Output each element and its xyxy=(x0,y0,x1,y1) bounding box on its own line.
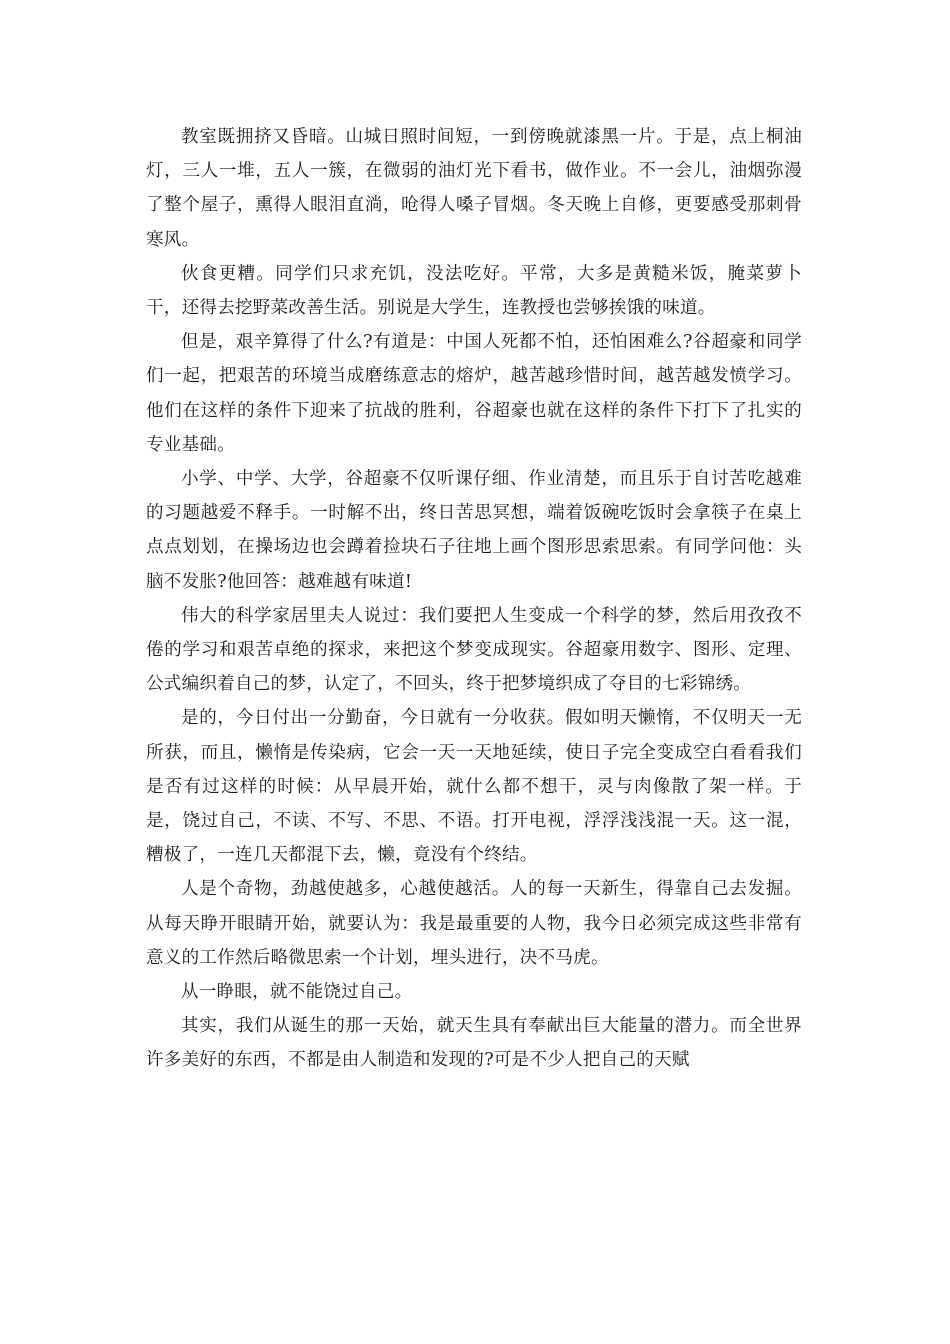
paragraph-curie: 伟大的科学家居里夫人说过：我们要把人生变成一个科学的梦，然后用孜孜不倦的学习和艰苦卓绝的探求，来把这个梦变成现实。谷超豪用数字、图形、定理、公式编织着自己的梦，认定了，不回头，终于把梦境织成了夺目的七彩锦绣。 xyxy=(146,605,802,695)
document-body xyxy=(146,120,802,1078)
paragraph-potential: 其实，我们从诞生的那一天始，就天生具有奉献出巨大能量的潜力。而全世界许多美好的东西，不都是由人制造和发现的?可是不少人把自己的天赋 xyxy=(146,1016,802,1071)
paragraph-wake: 从一睁眼，就不能饶过自己。 xyxy=(181,982,413,1003)
paragraph-classroom: 教室既拥挤又昏暗。山城日照时间短，一到傍晚就漆黑一片。于是，点上桐油灯，三人一堆，五人一簇，在微弱的油灯光下看书，做作业。不一会儿，油烟弥漫了整个屋子，熏得人眼泪直淌，呛得人嗓子冒烟。冬天晚上自修，更要感受那刺骨寒风。 xyxy=(146,127,802,250)
paragraph-hardship: 但是，艰辛算得了什么?有道是：中国人死都不怕，还怕困难么?谷超豪和同学们一起，把艰苦的环境当成磨练意志的熔炉，越苦越珍惜时间，越苦越发愤学习。他们在这样的条件下迎来了抗战的胜利，谷超豪也就在这样的条件下打下了扎实的专业基础。 xyxy=(146,332,802,455)
paragraph-study: 小学、中学、大学，谷超豪不仅听课仔细、作业清楚，而且乐于自讨苦吃越难的习题越爱不释手。一时解不出，终日苦思冥想，端着饭碗吃饭时会拿筷子在桌上点点划划，在操场边也会蹲着捡块石子往地上画个图形思索思索。有同学问他：头脑不发胀?他回答：越难越有味道! xyxy=(146,469,802,592)
paragraph-food: 伙食更糟。同学们只求充饥，没法吃好。平常，大多是黄糙米饭，腌菜萝卜干，还得去挖野菜改善生活。别说是大学生，连教授也尝够挨饿的味道。 xyxy=(146,263,802,319)
paragraph-effort: 人是个奇物，劲越使越多，心越使越活。人的每一天新生，得靠自己去发掘。从每天睁开眼睛开始，就要认为：我是最重要的人物，我今日必须完成这些非常有意义的工作然后略微思索一个计划，埋头进行，决不马虎。 xyxy=(146,879,802,968)
paragraph-diligence: 是的，今日付出一分勤奋，今日就有一分收获。假如明天懒惰，不仅明天一无所获，而且，懒惰是传染病，它会一天一天地延续，使日子完全变成空白看看我们是否有过这样的时候：从早晨开始，就什么都不想干，灵与肉像散了架一样。于是，饶过自己，不读、不写、不思、不语。打开电视，浮浮浅浅混一天。这一混，糟极了，一连几天都混下去，懒，竟没有个终结。 xyxy=(146,708,802,866)
